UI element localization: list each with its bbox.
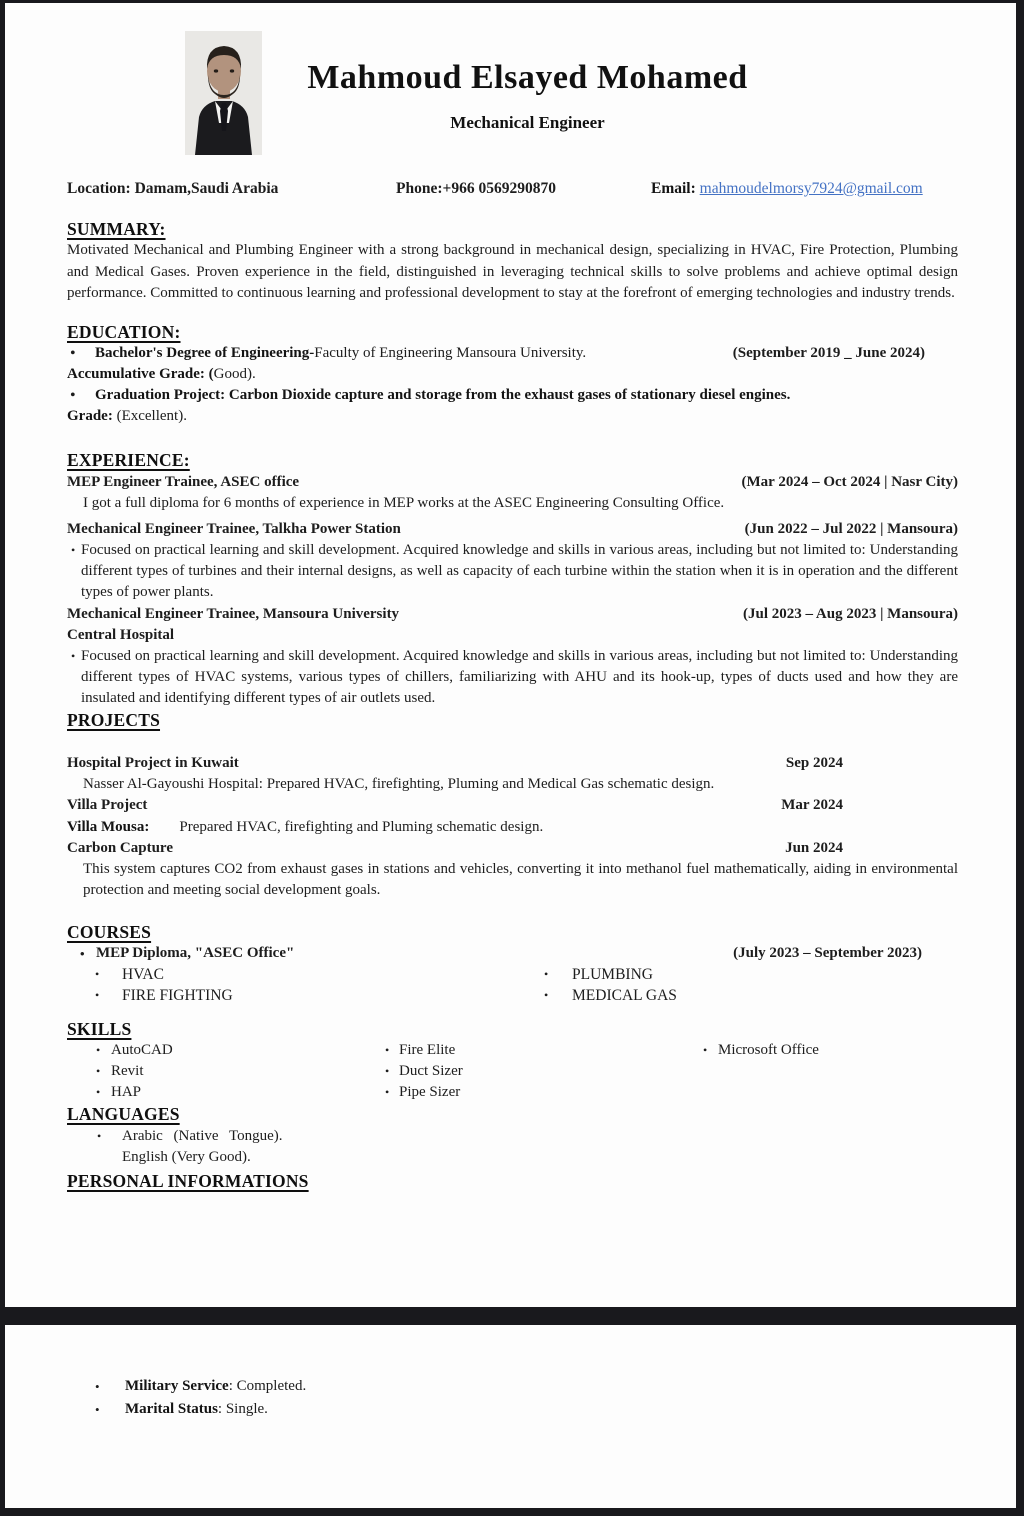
skill-item: • Pipe Sizer	[385, 1082, 702, 1103]
exp1-dates: (Mar 2024 – Oct 2024 | Nasr City)	[741, 473, 958, 490]
degree-title: Bachelor's Degree of Engineering-	[95, 344, 315, 361]
personal-info-heading: PERSONAL INFORMATIONS	[67, 1171, 309, 1191]
graduation-project	[67, 385, 958, 406]
project2-date: Mar 2024	[781, 797, 843, 813]
personal-info-list	[5, 1325, 1016, 1421]
project-row	[67, 795, 958, 817]
projects-heading: PROJECTS	[67, 709, 161, 730]
project3-title: Carbon Capture	[67, 839, 173, 856]
military-service-value: : Completed.	[228, 1378, 307, 1394]
project-row	[67, 753, 958, 775]
languages-heading: LANGUAGES	[67, 1104, 180, 1124]
exp3-title: Mechanical Engineer Trainee, Mansoura University	[67, 605, 400, 622]
exp3-dates: (Jul 2023 – Aug 2023 | Mansoura)	[743, 605, 958, 622]
military-service-label: Military Service	[125, 1378, 229, 1394]
experience-item-title	[67, 471, 958, 493]
exp1-description: I got a full diploma for 6 months of experience in MEP works at the ASEC Engineering Consulting Office.	[83, 494, 725, 511]
project3-date: Jun 2024	[785, 839, 843, 856]
experience-item-title	[67, 518, 958, 540]
project2-description	[67, 817, 958, 838]
skill-item: • Fire Elite	[385, 1040, 702, 1061]
skill-item: • Duct Sizer	[385, 1061, 702, 1082]
course-topic: • PLUMBING	[542, 964, 677, 985]
skills-heading: SKILLS	[67, 1019, 132, 1039]
marital-status-label: Marital Status	[125, 1401, 218, 1417]
course-topics	[67, 964, 958, 1006]
grade-value: (Excellent).	[112, 407, 187, 424]
project1-date: Sep 2024	[785, 754, 843, 771]
contact-row	[67, 180, 958, 210]
marital-status-value: : Single.	[217, 1401, 268, 1417]
resume-page-1	[5, 3, 1016, 1307]
location-text: Location: Damam,Saudi Arabia	[67, 180, 279, 197]
email-group	[651, 180, 923, 198]
courses-heading: COURSES	[67, 922, 152, 942]
exp3-subtitle: Central Hospital	[67, 626, 175, 643]
grade-label: Grade:	[67, 407, 113, 424]
course-dates: (July 2023 – September 2023)	[733, 945, 922, 961]
experience-item-title	[67, 603, 958, 625]
course-diploma: • MEP Diploma, "ASEC Office"	[96, 945, 295, 961]
course-topic: • HVAC	[67, 964, 542, 985]
project2-title: Villa Project	[67, 797, 148, 813]
project1-description: Nasser Al-Gayoushi Hospital: Prepared HVAC, firefighting, Pluming and Medical Gas schematic design.	[83, 776, 715, 792]
phone-text: Phone:+966 0569290870	[396, 180, 556, 197]
page-break	[5, 1307, 1016, 1325]
personal-info-item	[5, 1398, 1016, 1421]
acc-grade-label: Accumulative Grade: (	[67, 365, 214, 382]
project3-description: This system captures CO2 from exhaust gases in stations and vehicles, converting it into methanol fuel mathematically, aiding in environmental protection and meeting social development goals.	[83, 861, 958, 898]
exp1-title: MEP Engineer Trainee, ASEC office	[67, 473, 300, 490]
course-diploma-row	[67, 943, 958, 964]
language-english: English (Very Good).	[122, 1149, 251, 1165]
exp2-title: Mechanical Engineer Trainee, Talkha Power Station	[67, 520, 401, 537]
experience-heading: EXPERIENCE:	[67, 449, 190, 470]
skill-item: • AutoCAD	[67, 1040, 385, 1061]
candidate-name: Mahmoud Elsayed Mohamed	[307, 59, 748, 96]
education-grade	[67, 364, 958, 385]
graduation-grade	[67, 406, 958, 427]
project-row	[67, 838, 958, 860]
degree-dates: (September 2019 _ June 2024)	[732, 344, 925, 361]
course-topic: • FIRE FIGHTING	[67, 985, 542, 1006]
summary-text: Motivated Mechanical and Plumbing Engineer with a strong background in mechanical design, specializing in HVAC, Fire Protection, Plumbing and Medical Gases. Proven experience in the field, distinguished in leveraging technical skills to solve problems and achieve optimal design performance. Committed to continuous learning and professional development to stay at the forefront of emerging technologies and industry trends.	[67, 242, 958, 301]
acc-grade-value: Good).	[213, 365, 256, 382]
skill-item: • HAP	[67, 1082, 385, 1103]
email-label: Email:	[651, 180, 700, 197]
language-arabic: • Arabic (Native Tongue).	[67, 1125, 958, 1147]
exp3-description: • Focused on practical learning and skill development. Acquired knowledge and skills in various areas, including but not limited to: Understanding different types of HVAC systems, various types of chillers, familiarizing with AHU and its hook-up, types of ducts used and how they are insulated and identifying different types of air outlets used.	[67, 646, 958, 709]
resume-page-2	[5, 1325, 1016, 1508]
job-title: Mechanical Engineer	[450, 113, 605, 132]
project2-text: Prepared HVAC, firefighting and Pluming schematic design.	[179, 818, 544, 835]
email-link[interactable]: mahmoudelmorsy7924@gmail.com	[699, 180, 923, 197]
exp2-dates: (Jun 2022 – Jul 2022 | Mansoura)	[744, 520, 958, 537]
summary-heading: SUMMARY:	[67, 219, 166, 239]
exp2-description: • Focused on practical learning and skill development. Acquired knowledge and skills in various areas, including but not limited to: Understanding different types of turbines and their internal designs, as well as capacity of each turbine within the station when it is in operation and the different types of power plants.	[67, 540, 958, 603]
education-heading: EDUCATION:	[67, 321, 181, 342]
project1-title: Hospital Project in Kuwait	[67, 754, 239, 771]
resume-header	[67, 3, 958, 168]
course-topic: • MEDICAL GAS	[542, 985, 677, 1006]
personal-info-item	[5, 1375, 1016, 1398]
education-degree	[67, 343, 958, 364]
skill-item: • Revit	[67, 1061, 385, 1082]
degree-faculty: Faculty of Engineering Mansoura University.	[314, 344, 587, 361]
skill-item: • Microsoft Office	[702, 1040, 819, 1061]
skills-grid	[67, 1040, 958, 1103]
graduation-project-text: Graduation Project: Carbon Dioxide capture and storage from the exhaust gases of stationary diesel engines.	[95, 386, 791, 403]
project2-client: Villa Mousa:	[67, 818, 150, 835]
